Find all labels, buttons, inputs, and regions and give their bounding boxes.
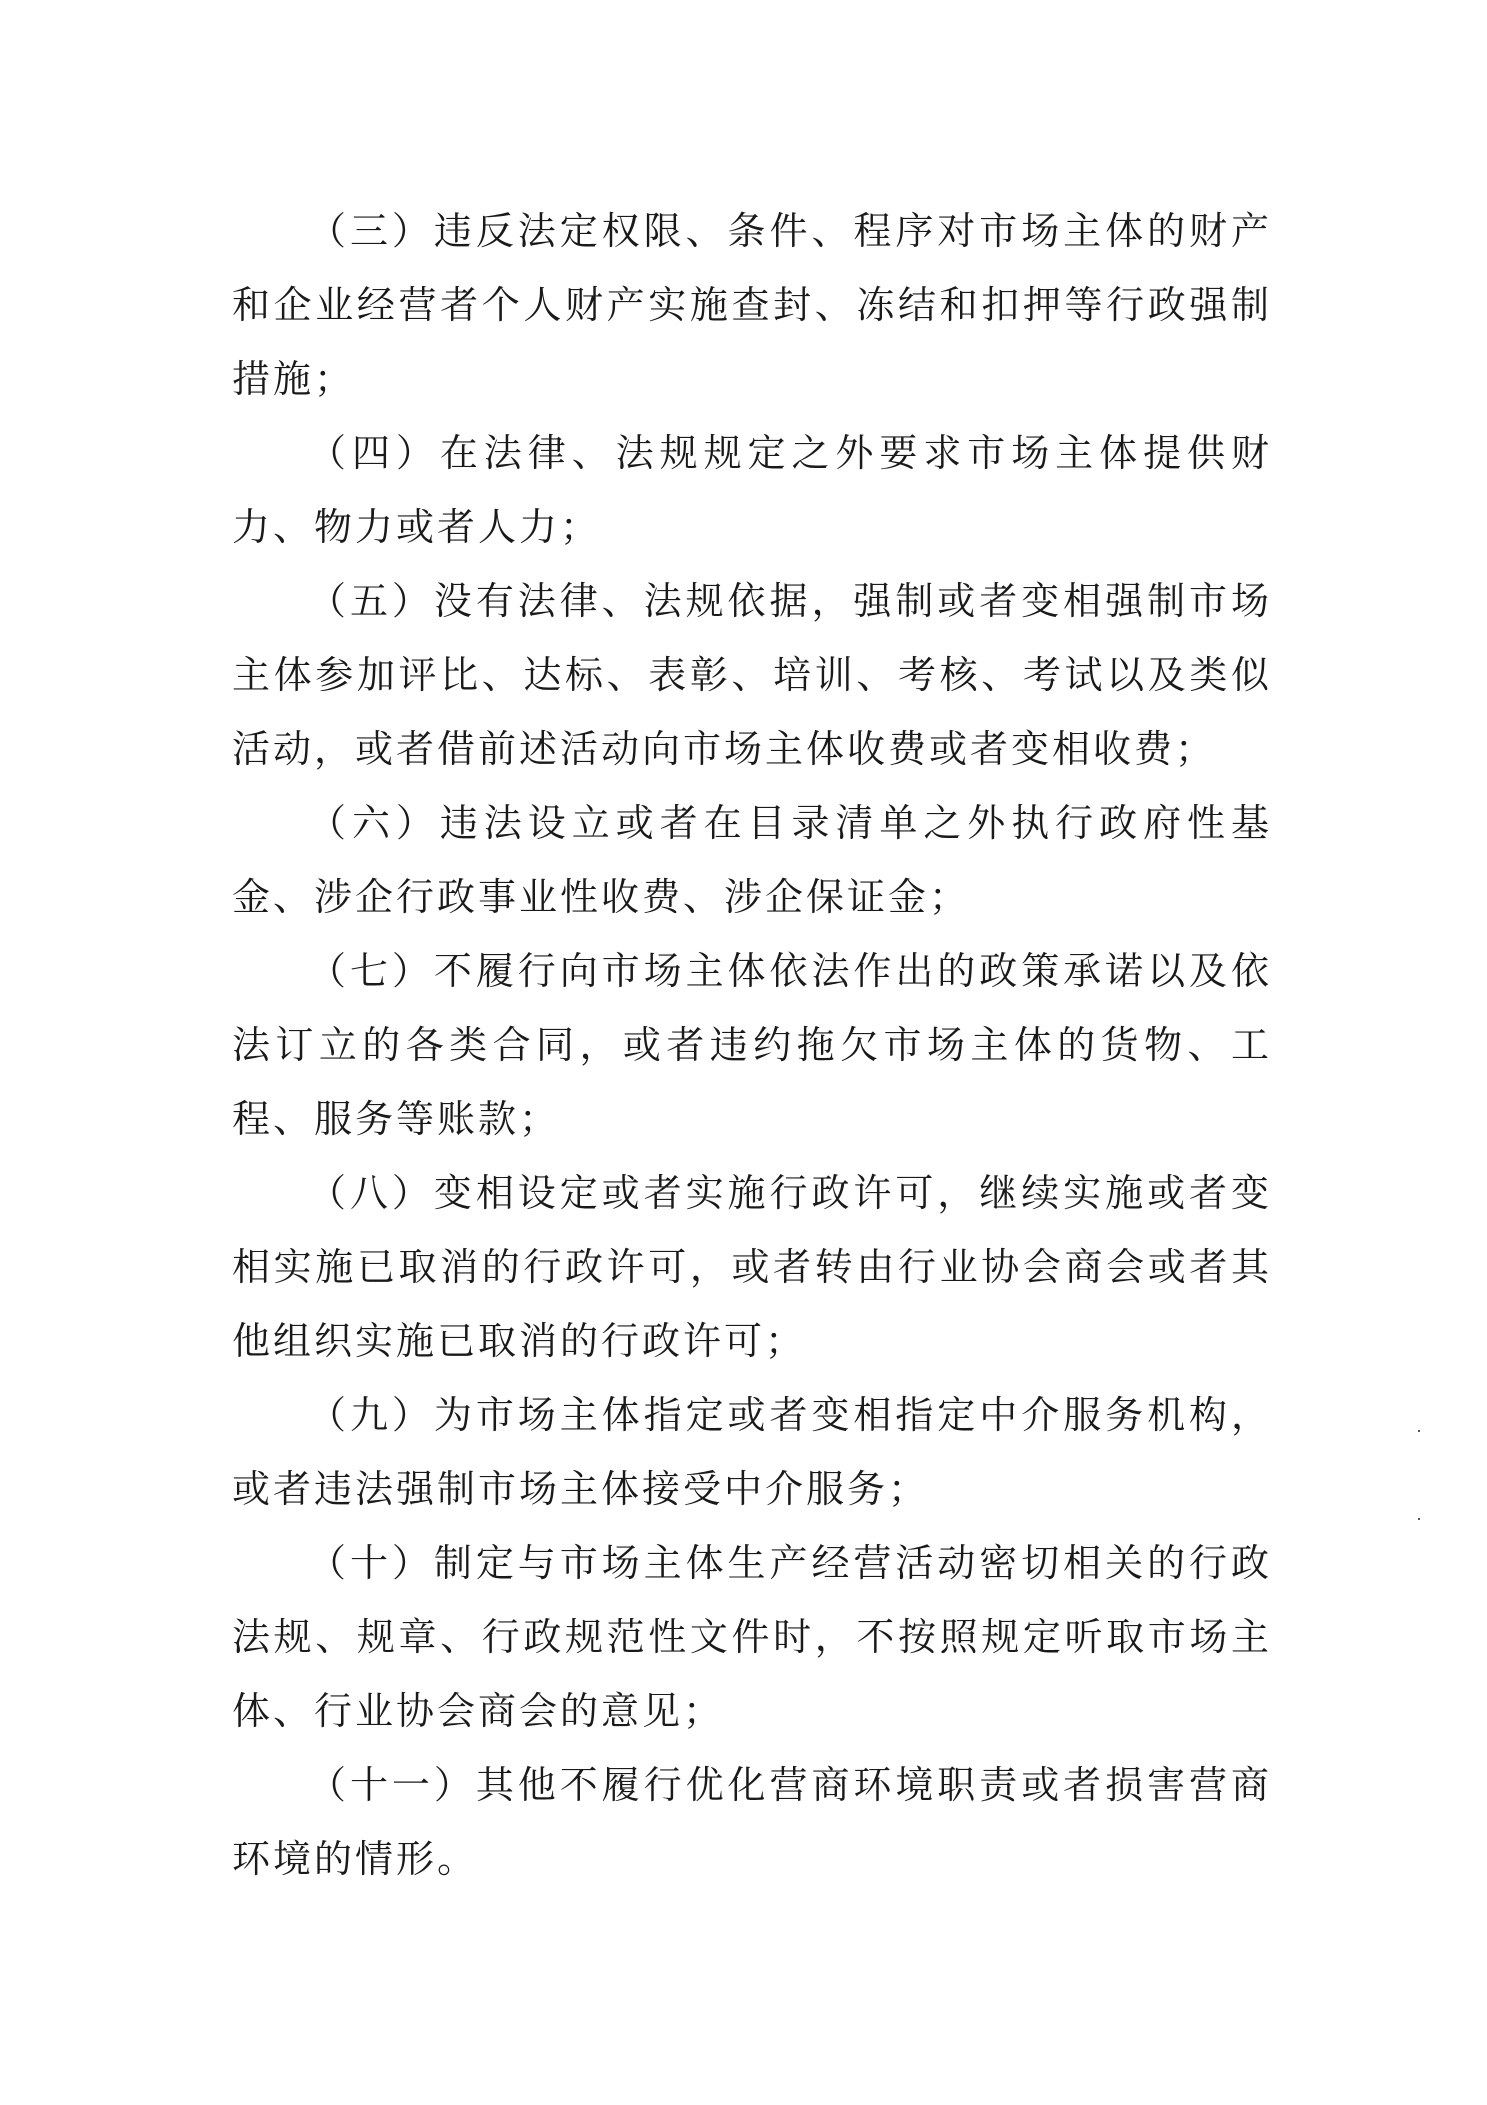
- scan-speck: [1418, 1518, 1420, 1520]
- clause-4: （四）在法律、法规规定之外要求市场主体提供财力、物力或者人力；: [232, 431, 1272, 549]
- clause-9: （九）为市场主体指定或者变相指定中介服务机构，或者违法强制市场主体接受中介服务；: [232, 1393, 1272, 1511]
- clause-5: （五）没有法律、法规依据，强制或者变相强制市场主体参加评比、达标、表彰、培训、考核、考试以及类似活动，或者借前述活动向市场主体收费或者变相收费；: [232, 579, 1272, 771]
- document-body: [232, 194, 1272, 1896]
- clause-6: （六）违法设立或者在目录清单之外执行政府性基金、涉企行政事业性收费、涉企保证金；: [232, 801, 1272, 919]
- clause-11: （十一）其他不履行优化营商环境职责或者损害营商环境的情形。: [232, 1763, 1272, 1881]
- clause-3: （三）违反法定权限、条件、程序对市场主体的财产和企业经营者个人财产实施查封、冻结和扣押等行政强制措施；: [232, 209, 1272, 401]
- clause-8: （八）变相设定或者实施行政许可，继续实施或者变相实施已取消的行政许可，或者转由行业协会商会或者其他组织实施已取消的行政许可；: [232, 1171, 1272, 1363]
- clause-10: （十）制定与市场主体生产经营活动密切相关的行政法规、规章、行政规范性文件时，不按照规定听取市场主体、行业协会商会的意见；: [232, 1541, 1272, 1733]
- clause-7: （七）不履行向市场主体依法作出的政策承诺以及依法订立的各类合同，或者违约拖欠市场主体的货物、工程、服务等账款；: [232, 949, 1272, 1141]
- scan-speck: [1418, 1430, 1420, 1432]
